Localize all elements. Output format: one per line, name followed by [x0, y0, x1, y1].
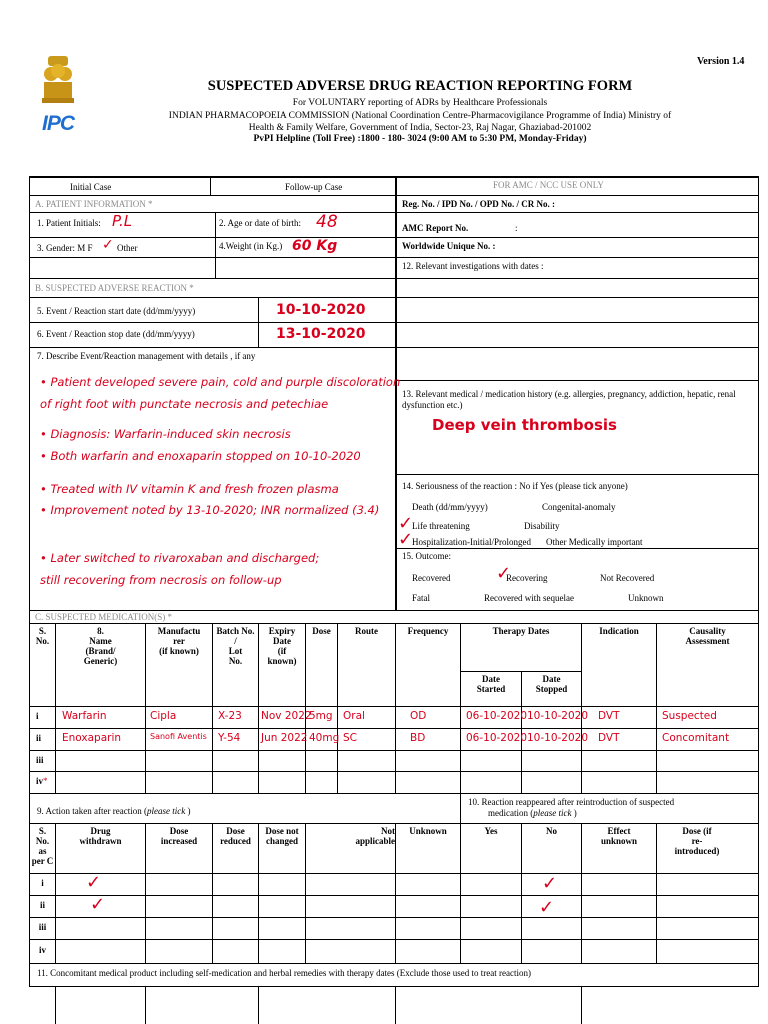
med-cell-expiry[interactable]: Nov 2022 [261, 710, 312, 722]
gender-checkmark[interactable]: ✓ [102, 237, 114, 253]
outcome-not-recovered[interactable]: Not Recovered [600, 573, 655, 583]
outcome-fatal[interactable]: Fatal [412, 593, 430, 603]
note-line: still recovering from necrosis on follow-up [40, 573, 282, 587]
med-row-sno: i [36, 711, 39, 721]
col-header-manufacturer: Manufactu rer (if known) [157, 626, 201, 656]
col-header-indication: Indication [599, 626, 639, 636]
med-row-star: * [43, 776, 48, 786]
amc-use-header: FOR AMC / NCC USE ONLY [493, 180, 604, 190]
seriousness-other[interactable]: Other Medically important [546, 537, 643, 547]
section-c-title: C. SUSPECTED MEDICATION(S) * [35, 612, 173, 622]
med-cell-causality[interactable]: Suspected [662, 710, 717, 722]
weight-label: 4.Weight (in Kg.) [219, 241, 283, 251]
note-line: • Improvement noted by 13-10-2020; INR normalized (3.4) [40, 503, 380, 517]
reaction-start-value[interactable]: 10-10-2020 [276, 302, 366, 318]
section-b-title: B. SUSPECTED ADVERSE REACTION * [35, 283, 194, 293]
med-row-sno: iii [36, 755, 44, 765]
form-subtitle: For VOLUNTARY reporting of ADRs by Healthcare Professionals [292, 98, 548, 108]
seriousness-disability[interactable]: Disability [524, 521, 560, 531]
col-header-date-stopped: Date Stopped [535, 674, 568, 694]
reaction-reappeared-label: 10. Reaction reappeared after reintroduction of suspected [468, 797, 675, 807]
life-threatening-checkmark[interactable]: ✓ [398, 513, 414, 534]
action-header-not-applicable: Not applicable [355, 826, 395, 846]
action-row-sno: i [41, 878, 44, 888]
med-cell-dose[interactable]: 40mg [309, 732, 340, 744]
initial-case-label[interactable]: Initial Case [70, 182, 112, 192]
med-cell-batch[interactable]: X-23 [218, 710, 242, 722]
helpline: PvPI Helpline (Toll Free) :1800 - 180- 3024 (9:00 AM to 5:30 PM, Monday-Friday) [253, 134, 587, 144]
note-line: • Both warfarin and enoxaparin stopped on 10-10-2020 [40, 449, 361, 463]
med-cell-causality[interactable]: Concomitant [662, 732, 730, 744]
org-line-1: INDIAN PHARMACOPOEIA COMMISSION (National Coordination Centre-Pharmacovigilance Programme of India) Ministry of [168, 111, 672, 121]
reg-no-label: Reg. No. / IPD No. / OPD No. / CR No. : [402, 199, 555, 209]
ipc-logo-text: IPC [41, 112, 74, 135]
med-cell-dose[interactable]: 5mg [309, 710, 333, 722]
action-taken-label: 9. Action taken after reaction (please tick ) [37, 806, 191, 816]
col-header-therapy-dates: Therapy Dates [492, 626, 550, 636]
recovering-checkmark[interactable]: ✓ [496, 563, 512, 584]
med-cell-stop[interactable]: 10-10-2020 [527, 710, 589, 722]
version-label: Version 1.4 [697, 56, 745, 67]
outcome-label: 15. Outcome: [402, 551, 451, 561]
note-line: • Treated with IV vitamin K and fresh frozen plasma [40, 482, 339, 496]
med-cell-mfr[interactable]: Sanofi Aventis [150, 732, 207, 741]
note-line: of right foot with punctate necrosis and petechiae [40, 397, 329, 411]
outcome-recovering[interactable]: Recovering [506, 573, 548, 583]
investigations-label: 12. Relevant investigations with dates : [402, 261, 544, 271]
med-cell-start[interactable]: 06-10-2020 [466, 710, 528, 722]
col-header-date-started: Date Started [476, 674, 506, 694]
followup-case-label[interactable]: Follow-up Case [285, 182, 343, 192]
med-cell-name[interactable]: Warfarin [62, 710, 107, 722]
drug-withdrawn-check-i[interactable]: ✓ [86, 872, 102, 893]
seriousness-congenital[interactable]: Congenital-anomaly [542, 502, 616, 512]
med-cell-expiry[interactable]: Jun 2022 [261, 732, 308, 744]
med-cell-route[interactable]: Oral [343, 710, 365, 722]
med-cell-start[interactable]: 06-10-2020 [466, 732, 528, 744]
action-header-unknown: Unknown [409, 826, 447, 836]
concomitant-label: 11. Concomitant medical product including self-medication and herbal remedies with therapy dates (Exclude those used to treat reaction) [37, 968, 532, 978]
form-title: SUSPECTED ADVERSE DRUG REACTION REPORTING FORM [207, 78, 633, 94]
seriousness-death[interactable]: Death (dd/mm/yyyy) [412, 502, 488, 512]
seriousness-hospital[interactable]: Hospitalization-Initial/Prolonged [412, 537, 531, 547]
med-cell-name[interactable]: Enoxaparin [62, 732, 122, 744]
age-label: 2. Age or date of birth: [219, 218, 301, 228]
med-row-sno: iv [36, 776, 44, 786]
patient-initials-value[interactable]: P.L [112, 212, 133, 230]
history-label: 13. Relevant medical / medication history (e.g. allergies, pregnancy, addiction, hepatic, renal dysfunction etc.) [402, 389, 736, 410]
org-line-2: Health & Family Welfare, Government of India, Sector-23, Raj Nagar, Ghaziabad-201002 [248, 123, 592, 133]
gender-label: 3. Gender: M F [37, 243, 93, 253]
reaction-stop-label: 6. Event / Reaction stop date (dd/mm/yyyy) [37, 329, 195, 339]
amc-report-colon: : [515, 223, 518, 233]
col-header-sno: S. No. [35, 626, 50, 646]
action-header-no: No [546, 826, 557, 836]
action-header-sno: S. No. as per C [31, 826, 54, 866]
note-line: • Diagnosis: Warfarin-induced skin necrosis [40, 427, 291, 441]
med-cell-batch[interactable]: Y-54 [218, 732, 241, 744]
action-header-effect-unknown: Effect unknown [600, 826, 638, 846]
action-row-sno: ii [39, 900, 45, 910]
action-header-dose-increased: Dose increased [160, 826, 198, 846]
action-row-sno: iii [38, 922, 47, 932]
med-cell-mfr[interactable]: Cipla [150, 710, 177, 722]
outcome-unknown[interactable]: Unknown [628, 593, 664, 603]
med-cell-stop[interactable]: 10-10-2020 [527, 732, 589, 744]
col-header-batch: Batch No. / Lot No. [216, 626, 255, 666]
hospitalization-checkmark[interactable]: ✓ [398, 529, 414, 550]
med-cell-freq[interactable]: OD [410, 710, 427, 722]
describe-label: 7. Describe Event/Reaction management with details , if any [37, 351, 256, 361]
col-header-dose: Dose [312, 626, 331, 636]
note-line: • Patient developed severe pain, cold and purple discoloration [40, 375, 401, 389]
seriousness-life[interactable]: Life threatening [412, 521, 470, 531]
reaction-stop-value[interactable]: 13-10-2020 [276, 326, 366, 342]
action-header-dose-reduced: Dose reduced [220, 826, 251, 846]
patient-initials-label: 1. Patient Initials: [37, 218, 101, 228]
action-header-yes: Yes [484, 826, 498, 836]
action-header-drug-withdrawn: Drug withdrawn [79, 826, 122, 846]
amc-report-label: AMC Report No. [402, 223, 469, 233]
age-value[interactable]: 48 [316, 212, 338, 232]
action-header-dose-reintroduced: Dose (if re- introduced) [674, 826, 720, 856]
med-cell-indication[interactable]: DVT [598, 710, 620, 722]
worldwide-label: Worldwide Unique No. : [402, 241, 496, 251]
weight-value[interactable]: 60 Kg [292, 238, 338, 254]
med-cell-indication[interactable]: DVT [598, 732, 620, 744]
ipc-logo [34, 52, 82, 138]
col-header-expiry: Expiry Date (if known) [267, 626, 297, 666]
outcome-sequelae[interactable]: Recovered with sequelae [484, 593, 574, 603]
reappeared-no-check-i[interactable]: ✓ [542, 873, 558, 894]
seriousness-label: 14. Seriousness of the reaction : No if Yes (please tick anyone) [402, 481, 628, 491]
reaction-start-label: 5. Event / Reaction start date (dd/mm/yyyy) [37, 306, 196, 316]
drug-withdrawn-check-ii[interactable]: ✓ [90, 894, 106, 915]
col-header-route: Route [355, 626, 378, 636]
med-cell-route[interactable]: SC [343, 732, 357, 744]
reaction-reappeared-label-2: medication (please tick ) [488, 808, 577, 818]
gender-other-label: Other [117, 243, 138, 253]
history-value[interactable]: Deep vein thrombosis [432, 416, 617, 434]
med-cell-freq[interactable]: BD [410, 732, 426, 744]
note-line: • Later switched to rivaroxaban and discharged; [40, 551, 320, 565]
outcome-recovered[interactable]: Recovered [412, 573, 451, 583]
med-row-sno: ii [36, 733, 42, 743]
col-header-name: 8. Name (Brand/ Generic) [83, 626, 118, 666]
reappeared-no-check-ii[interactable]: ✓ [539, 897, 555, 918]
action-header-dose-not-changed: Dose not changed [265, 826, 299, 846]
section-a-title: A. PATIENT INFORMATION * [35, 199, 153, 209]
action-row-sno: iv [38, 945, 46, 955]
col-header-frequency: Frequency [407, 626, 449, 636]
col-header-causality: Causality Assessment [685, 626, 730, 646]
